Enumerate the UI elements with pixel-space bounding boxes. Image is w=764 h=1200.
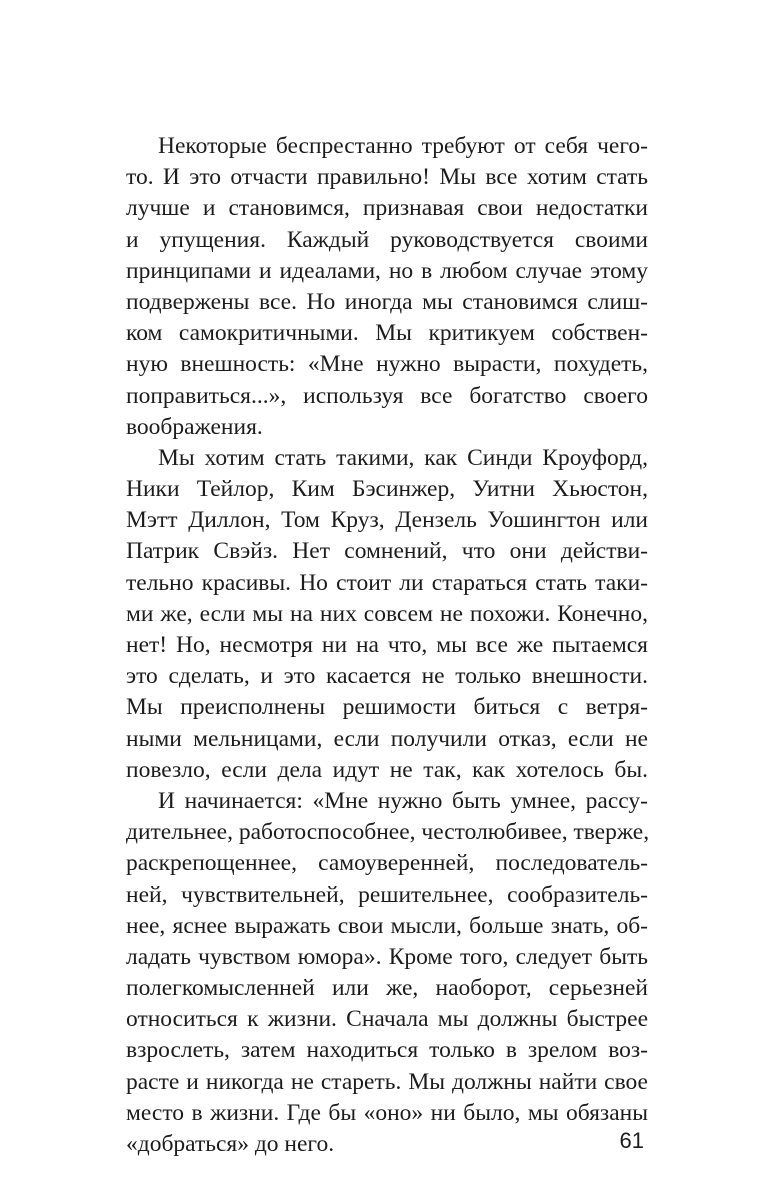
text-line: то. И это отчасти правильно! Мы все хотим стать bbox=[126, 164, 648, 191]
text-line: воображения. bbox=[126, 413, 263, 440]
text-line: ней, чувствительней, решительнее, сообразитель- bbox=[126, 881, 648, 908]
text-line: это сделать, и это касается не только внешности. bbox=[126, 663, 648, 690]
text-line: нет! Но, несмотря ни на что, мы все же пытаемся bbox=[126, 632, 648, 658]
text-line: расте и никогда не стареть. Мы должны найти свое bbox=[126, 1068, 648, 1095]
text-line: нее, яснее выражать свои мысли, больше знать, об- bbox=[126, 912, 648, 939]
text-line: лучше и становимся, признавая свои недостатки bbox=[126, 195, 648, 222]
text-line: раскрепощеннее, самоуверенней, последователь- bbox=[126, 850, 648, 877]
text-line: относиться к жизни. Сначала мы должны быстрее bbox=[126, 1006, 648, 1033]
text-line: место в жизни. Где бы «оно» ни было, мы обязаны bbox=[126, 1099, 648, 1126]
text-line: тельно красивы. Но стоит ли стараться стать таки- bbox=[126, 569, 648, 596]
text-line: Мы хотим стать такими, как Синди Кроуфорд, bbox=[158, 444, 648, 471]
text-line: поправиться...», используя все богатство своего bbox=[126, 382, 648, 409]
text-line: Некоторые беспрестанно требуют от себя чего- bbox=[158, 133, 648, 159]
text-line: И начинается: «Мне нужно быть умнее, рассу- bbox=[158, 787, 648, 814]
body-text bbox=[126, 131, 648, 1160]
page-number: 61 bbox=[619, 1128, 644, 1153]
text-line: ми же, если мы на них совсем не похожи. Конечно, bbox=[126, 600, 648, 627]
text-line: ными мельницами, если получили отказ, если не bbox=[126, 725, 648, 752]
text-line: подвержены все. Но иногда мы становимся слиш- bbox=[126, 288, 648, 315]
text-line: повезло, если дела идут не так, как хотелось бы. bbox=[126, 756, 648, 783]
text-line: Мэтт Диллон, Том Круз, Дензель Уошингтон или bbox=[126, 507, 648, 534]
text-line: дительнее, работоспособнее, честолюбивее, тверже, bbox=[126, 819, 650, 846]
text-line: ладать чувством юмора». Кроме того, следует быть bbox=[126, 943, 648, 970]
text-line: ком самокритичными. Мы критикуем собствен- bbox=[126, 320, 648, 347]
text-line: полегкомысленней или же, наоборот, серьезней bbox=[126, 975, 648, 1002]
text-line: «добраться» до него. bbox=[126, 1131, 335, 1157]
text-line: и упущения. Каждый руководствуется своими bbox=[126, 226, 648, 253]
text-line: Мы преисполнены решимости биться с ветря- bbox=[126, 694, 648, 721]
text-line: взрослеть, затем находиться только в зрелом воз- bbox=[126, 1037, 648, 1064]
text-line: ную внешность: «Мне нужно вырасти, похудеть, bbox=[126, 351, 648, 378]
text-line: Ники Тейлор, Ким Бэсинжер, Уитни Хьюстон, bbox=[126, 476, 648, 503]
text-line: принципами и идеалами, но в любом случае этому bbox=[126, 257, 648, 284]
text-line: Патрик Свэйз. Нет сомнений, что они действи- bbox=[126, 538, 648, 565]
